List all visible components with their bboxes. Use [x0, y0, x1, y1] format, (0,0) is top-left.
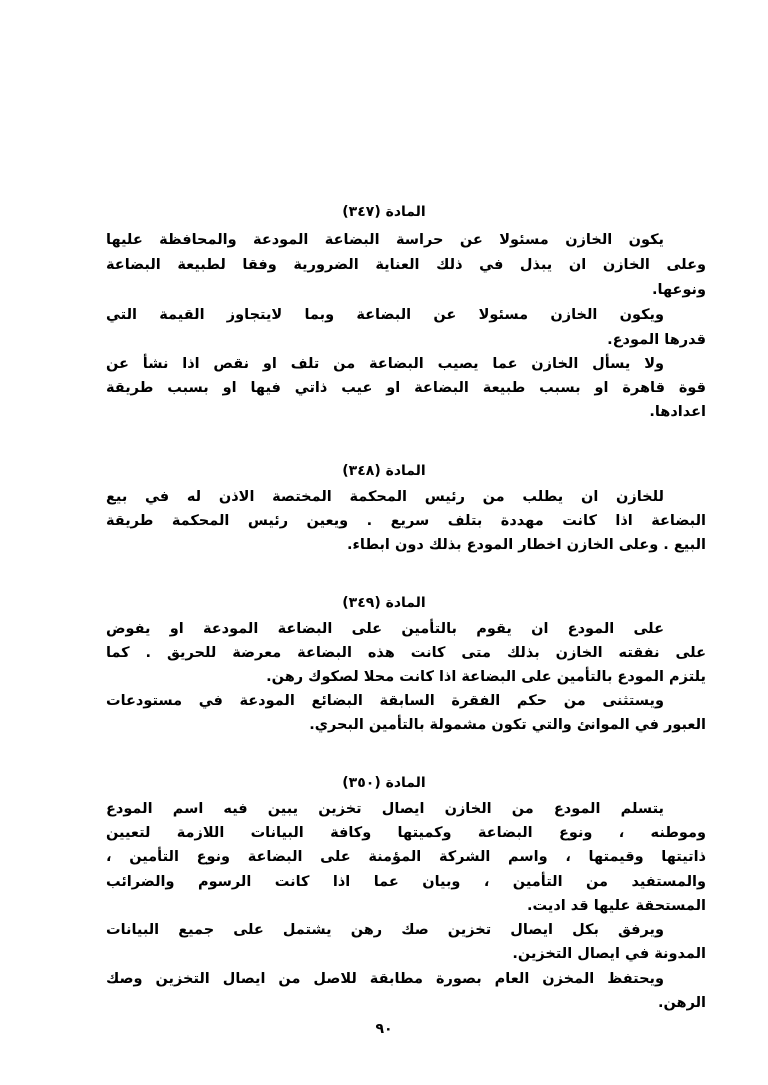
article-heading: المادة (٣٤٩): [342, 595, 426, 611]
text-line: على نفقته الخازن بذلك متى كانت هذه البضاعة معرضة للحريق . كما: [106, 645, 706, 661]
text-line: يلتزم المودع بالتأمين على البضاعة اذا كانت محلا لصكوك رهن.: [266, 669, 706, 685]
text-line: ويرفق بكل ايصال تخزين صك رهن يشتمل على جميع البيانات: [106, 922, 664, 938]
text-line: البيع . وعلى الخازن اخطار المودع بذلك دون ابطاء.: [346, 537, 706, 553]
text-line: ذاتيتها وقيمتها ، واسم الشركة المؤمنة على البضاعة ونوع التأمين ،: [106, 849, 706, 865]
article-heading: المادة (٣٤٧): [342, 204, 426, 220]
article-heading: المادة (٣٤٨): [342, 463, 426, 479]
text-line: المدونة في ايصال التخزين.: [512, 946, 706, 962]
text-line: ويكون الخازن مسئولا عن البضاعة وبما لايتجاوز القيمة التي: [106, 307, 664, 323]
text-line: ويحتفظ المخزن العام بصورة مطابقة للاصل من ايصال التخزين وصك: [106, 971, 664, 987]
text-line: ونوعها.: [652, 282, 706, 298]
text-line: للخازن ان يطلب من رئيس المحكمة المختصة الاذن له في بيع: [106, 489, 664, 505]
text-line: وعلى الخازن ان يبذل في ذلك العناية الضرورية وفقا لطبيعة البضاعة: [106, 257, 706, 273]
text-line: ويستثنى من حكم الفقرة السابقة البضائع المودعة في مستودعات: [106, 693, 664, 709]
text-line: المستحقة عليها قد اديت.: [527, 898, 706, 914]
text-line: البضاعة اذا كانت مهددة بتلف سريع . ويعين رئيس المحكمة طريقة: [106, 513, 706, 529]
page-number: ٩٠: [375, 1021, 393, 1037]
text-line: العبور في الموانئ والتي تكون مشمولة بالتأمين البحري.: [309, 717, 706, 733]
text-line: قوة قاهرة او بسبب طبيعة البضاعة او عيب ذاتي فيها او بسبب طريقة: [106, 380, 706, 396]
text-line: وموطنه ، ونوع البضاعة وكميتها وكافة البيانات اللازمة لتعيين: [106, 825, 706, 841]
text-line: ولا يسأل الخازن عما يصيب البضاعة من تلف او نقص اذا نشأ عن: [106, 356, 664, 372]
text-line: قدرها المودع.: [607, 332, 706, 348]
text-line: والمستفيد من التأمين ، وبيان عما اذا كانت الرسوم والضرائب: [106, 874, 706, 890]
text-line: على المودع ان يقوم بالتأمين على البضاعة المودعة او يفوض: [106, 621, 664, 637]
text-line: يتسلم المودع من الخازن ايصال تخزين يبين فيه اسم المودع: [106, 801, 664, 817]
text-line: اعدادها.: [649, 404, 706, 420]
article-heading: المادة (٣٥٠): [342, 775, 426, 791]
text-line: يكون الخازن مسئولا عن حراسة البضاعة المودعة والمحافظة عليها: [106, 232, 664, 248]
text-line: الرهن.: [657, 995, 706, 1011]
